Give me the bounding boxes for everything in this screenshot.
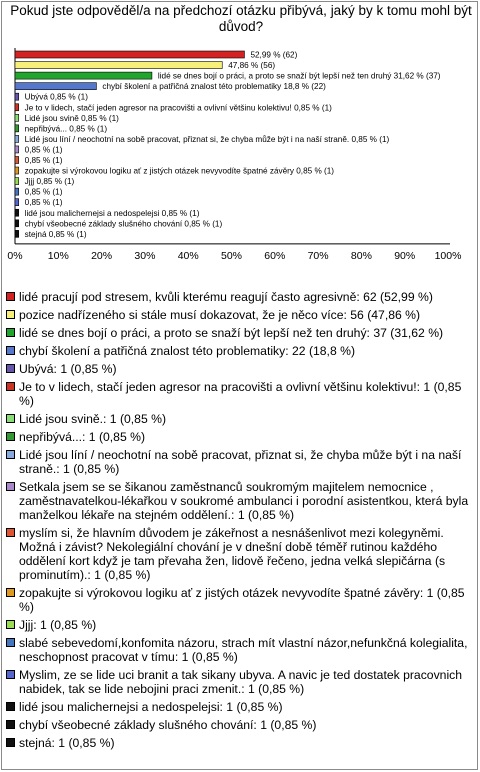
legend-item: [6, 618, 474, 632]
legend-text: Setkala jsem se se šikanou zaměstnanců soukromým majitelem nemocnice , zaměstnavatelkou-lékařkou v soukromé ambulanci i porodní asistentkou, která byla manželkou lékaře na stejném oddělení.: 1 (0,85 %): [19, 480, 469, 522]
bar: [15, 146, 19, 153]
legend-item: [6, 448, 474, 476]
bar-label: 0,85 % (1): [24, 156, 63, 165]
legend-item: [6, 718, 474, 732]
bar-label: Je to v lidech, stačí jeden agresor na pracovišti a ovlivní většinu kolektivu! 0,85 % (1): [24, 103, 332, 113]
legend-text: Ubývá: 1 (0,85 %): [19, 362, 117, 376]
legend-item: [6, 430, 474, 444]
legend-swatch: [6, 638, 15, 647]
legend-swatch: [6, 670, 15, 679]
bar: [15, 135, 19, 142]
x-tick-label: 100%: [434, 249, 462, 262]
bar-label: 0,85 % (1): [24, 198, 63, 208]
legend-text: lidé se dnes bojí o práci, a proto se snaží být lepší než ten druhý: 37 (31,62 %): [19, 326, 444, 340]
legend-text: myslím si, že hlavním důvodem je zákeřnost a nesnášenlivot mezi kolegyněmi. Možná i závist? Nekolegiální chování je v dnešní době téměř rutinou každého oddělení kort když je tam převaha žen, lidově řečeno, jedna velká slepičárna (s prominutím).: 1 (0,85 %): [19, 526, 446, 582]
bar: [15, 199, 19, 206]
x-tick-label: 20%: [91, 249, 113, 262]
bar: [15, 93, 19, 100]
legend-swatch: [6, 346, 15, 355]
bar: [15, 230, 19, 237]
legend-item: [6, 344, 474, 358]
bar-label: Lidé jsou líní / neochotní na sobě pracovat, přiznat si, že chyba může být i na naší straně. 0,85 % (1): [24, 134, 390, 144]
bar: [15, 178, 19, 185]
legend-text: stejná: 1 (0,85 %): [19, 736, 115, 750]
legend-swatch: [6, 450, 15, 459]
bar-label: nepřibývá... 0,85 % (1): [24, 124, 108, 134]
bar: [15, 83, 96, 90]
x-tick-label: 60%: [264, 249, 286, 262]
legend-item: [6, 290, 474, 304]
legend-text: Jjjj: 1 (0,85 %): [19, 618, 97, 632]
legend-item: [6, 480, 474, 522]
legend-swatch: [6, 432, 15, 441]
legend-item: [6, 362, 474, 376]
x-tick-label: 0%: [7, 249, 23, 262]
legend-item: [6, 308, 474, 322]
x-tick-label: 90%: [394, 249, 416, 262]
legend-text: slabé sebevedomí,konfomita názoru, strach mít vlastní názor,nefunkčná kolegialita, neschopnost pracovat v tímu: 1 (0,85 %): [19, 636, 468, 664]
legend-item: [6, 668, 474, 696]
legend-swatch: [6, 482, 15, 491]
x-tick-label: 80%: [350, 249, 372, 262]
bar-label: Ubývá 0,85 % (1): [24, 92, 88, 102]
legend-swatch: [6, 328, 15, 337]
legend-text: chybí školení a patřičná znalost této problematiky: 22 (18,8 %): [19, 344, 356, 358]
legend-swatch: [6, 414, 15, 423]
bar-label: Lidé jsou svině 0,85 % (1): [24, 113, 119, 123]
legend-item: [6, 736, 474, 750]
legend-swatch: [6, 588, 15, 597]
legend-item: [6, 412, 474, 426]
x-tick-label: 10%: [47, 249, 69, 262]
legend-text: lidé pracují pod stresem, kvůli kterému reagují často agresivně: 62 (52,99 %): [19, 290, 433, 304]
bar-plot: [0, 0, 480, 290]
legend-text: Lidé jsou líní / neochotní na sobě pracovat, přiznat si, že chyba může být i na naší straně.: 1 (0,85 %): [19, 448, 462, 476]
bar: [15, 220, 19, 227]
bar: [15, 157, 19, 164]
x-tick-label: 70%: [307, 249, 329, 262]
x-tick-label: 30%: [134, 249, 156, 262]
legend-text: pozice nadřízeného si stále musí dokazovat, že je něco více: 56 (47,86 %): [19, 308, 421, 322]
legend-item: [6, 326, 474, 340]
bar-label: 0,85 % (1): [24, 145, 63, 155]
legend-text: Je to v lidech, stačí jeden agresor na pracovišti a ovlivní většinu kolektivu!: 1 (0,85 %): [19, 380, 462, 408]
legend-text: zopakujte si výrokovou logiku ať z jistých otázek nevyvodíte špatné závěry: 1 (0,85 %): [19, 586, 465, 614]
bar: [15, 72, 152, 79]
bar-label: 47,86 % (56): [228, 61, 276, 71]
legend-swatch: [6, 292, 15, 301]
legend-item: [6, 636, 474, 664]
bar-label: chybí všeobecné základy slušného chování 0,85 % (1): [24, 219, 223, 229]
bar: [15, 51, 244, 58]
bar: [15, 188, 19, 195]
legend-item: [6, 700, 474, 714]
legend-text: Myslim, ze se lide uci branit a tak sikany ubyva. A navic je ted dostatek pracovnich nabidek, tak se lide nebojini praci zmenit.: 1 (0,85 %): [19, 668, 463, 696]
legend-swatch: [6, 720, 15, 729]
bar-label: zopakujte si výrokovou logiku ať z jistých otázek nevyvodíte špatné závěry 0,85 % (1): [24, 166, 335, 176]
legend-item: [6, 380, 474, 408]
bar: [15, 209, 19, 216]
legend-item: [6, 526, 474, 582]
legend-text: lidé jsou malichernejsi a nedospelejsi: 1 (0,85 %): [19, 700, 283, 714]
legend-item: [6, 586, 474, 614]
legend-swatch: [6, 364, 15, 373]
bar-label: Jjjj 0,85 % (1): [24, 177, 75, 187]
legend-swatch: [6, 620, 15, 629]
legend-swatch: [6, 310, 15, 319]
legend-swatch: [6, 382, 15, 391]
legend-text: chybí všeobecné základy slušného chování: 1 (0,85 %): [19, 718, 317, 732]
legend-text: nepřibývá...: 1 (0,85 %): [19, 430, 145, 444]
bar: [15, 62, 222, 69]
bar-label: stejná 0,85 % (1): [24, 229, 87, 239]
bar: [15, 104, 19, 111]
bar: [15, 114, 19, 121]
legend: [6, 290, 474, 754]
chart-title: Pokud jste odpověděl/a na předchozí otázku přibývá, jaký by k tomu mohl být důvod?: [10, 3, 472, 34]
legend-swatch: [6, 528, 15, 537]
legend-swatch: [6, 738, 15, 747]
bar: [15, 125, 19, 132]
bar-label: 52,99 % (62): [250, 50, 298, 60]
bar-label: lidé se dnes bojí o práci, a proto se snaží být lepší než ten druhý 31,62 % (37): [157, 71, 441, 81]
bar-label: 0,85 % (1): [24, 187, 63, 197]
bar-label: chybí školení a patřičná znalost této problematiky 18,8 % (22): [102, 82, 326, 92]
bar-label: lidé jsou malichernejsi a nedospelejsi 0,85 % (1): [24, 208, 200, 218]
x-tick-label: 40%: [177, 249, 199, 262]
x-tick-label: 50%: [220, 249, 243, 262]
bar: [15, 167, 19, 174]
legend-swatch: [6, 702, 15, 711]
legend-text: Lidé jsou svině.: 1 (0,85 %): [19, 412, 167, 426]
